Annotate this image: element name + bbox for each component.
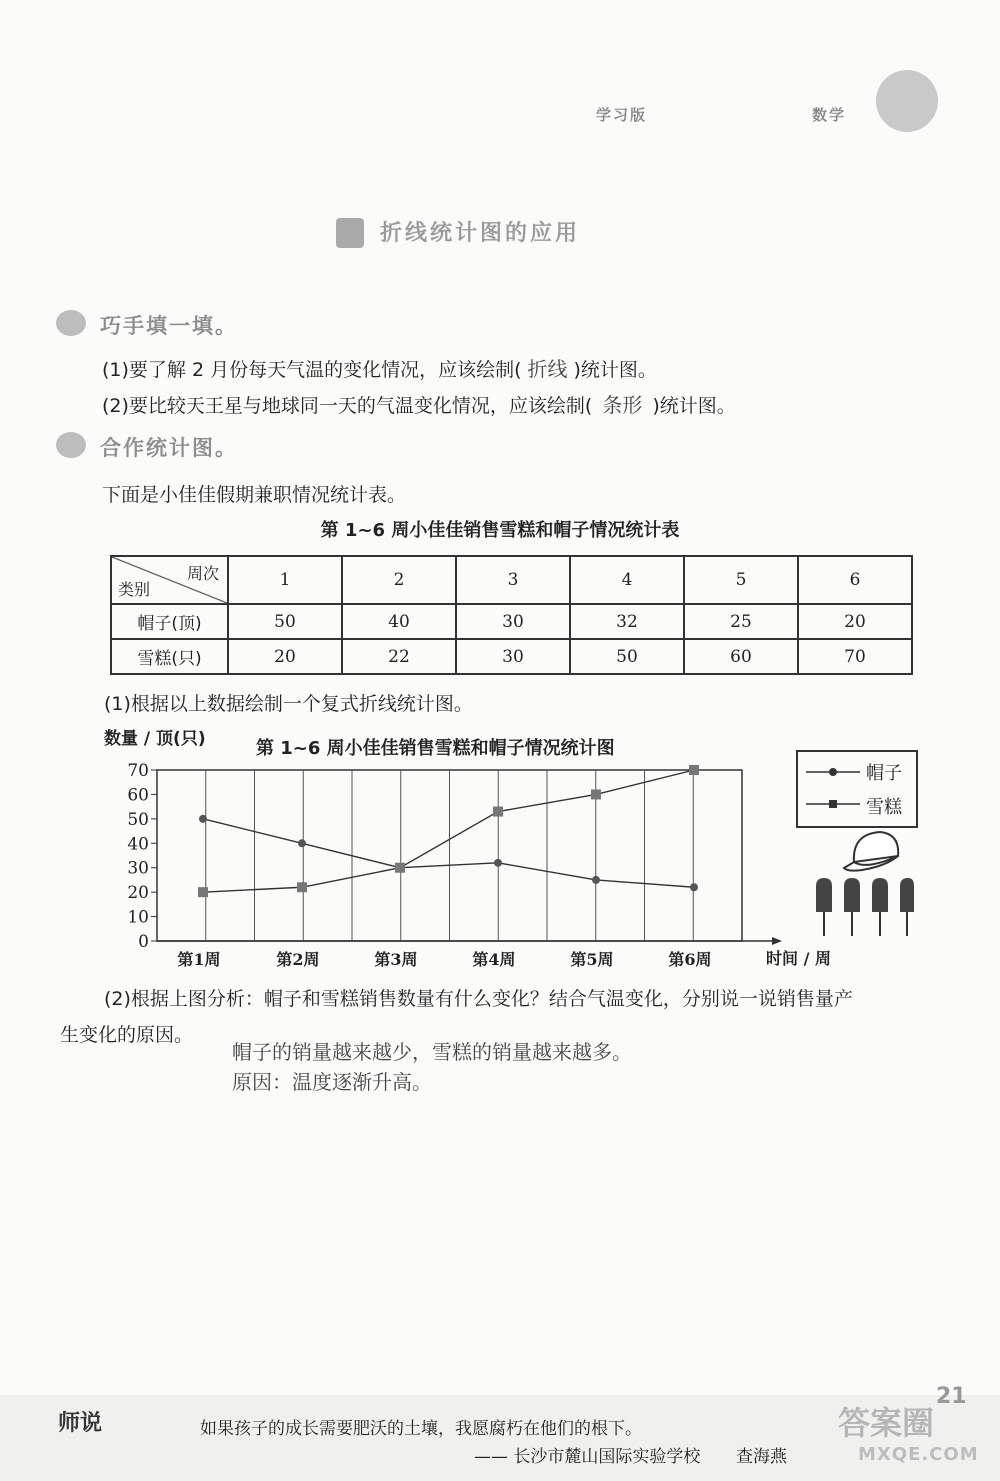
- table-cell: 70: [798, 639, 912, 674]
- hat-and-icecream-illustration: [806, 826, 916, 942]
- y-tick-label: 30: [127, 858, 149, 879]
- answer-line1: 帽子的销量越来越少，雪糕的销量越来越多。: [232, 1040, 632, 1064]
- series-line-icecream: [203, 770, 694, 892]
- table-row: [111, 639, 912, 674]
- icecream-icons: [816, 878, 914, 936]
- table-cell: 32: [570, 604, 684, 639]
- week-header: 6: [798, 556, 912, 604]
- x-tick-label: 第1周: [177, 950, 221, 969]
- cap-icon: [844, 832, 898, 871]
- chart-ylabel: 数量 / 顶(只): [104, 729, 206, 749]
- x-axis-arrow: [772, 937, 782, 945]
- q2-answer: 条形: [602, 393, 643, 417]
- q1-answer: 折线: [527, 357, 568, 381]
- table-cell: 50: [228, 604, 342, 639]
- x-tick-label: 第5周: [570, 950, 614, 969]
- row-label: 雪糕(只): [111, 639, 228, 674]
- data-point-icecream: [198, 887, 208, 897]
- corner-category-label: 类别: [118, 580, 151, 599]
- legend-circle-marker: [829, 768, 837, 776]
- table-cell: 60: [684, 639, 798, 674]
- row-label: 帽子(顶): [111, 604, 228, 639]
- subject-tag: 数学: [812, 106, 847, 124]
- y-tick-label: 10: [127, 907, 149, 928]
- table-cell: 25: [684, 604, 798, 639]
- chart-xlabel: 时间 / 周: [766, 949, 831, 968]
- data-point-hat: [690, 883, 698, 891]
- y-tick-label: 70: [127, 761, 149, 781]
- watermark-url: MXQE.COM: [858, 1444, 979, 1465]
- week-header: 2: [342, 556, 456, 604]
- question-1-1: [102, 353, 657, 382]
- question-2-1: (1)根据以上数据绘制一个复式折线统计图。: [104, 693, 473, 715]
- footer-attribution: —— 长沙市麓山国际实验学校: [474, 1447, 701, 1467]
- section1-title: 巧手填一填。: [100, 314, 238, 338]
- data-point-icecream: [395, 863, 405, 873]
- table-cell: 20: [798, 604, 912, 639]
- week-header: 3: [456, 556, 570, 604]
- table-header-row: [111, 556, 912, 604]
- question-2-2-line1: (2)根据上图分析：帽子和雪糕销售数量有什么变化？结合气温变化，分别说一说销售量产: [104, 988, 853, 1010]
- table-cell: 40: [342, 604, 456, 639]
- question-2-2-line2: 生变化的原因。: [60, 1024, 194, 1046]
- chart-legend: [796, 750, 918, 828]
- chart-title: 第 1~6 周小佳佳销售雪糕和帽子情况统计图: [256, 738, 615, 759]
- x-tick-label: 第3周: [374, 950, 418, 969]
- data-point-icecream: [689, 765, 699, 775]
- week-header: 4: [570, 556, 684, 604]
- table-row: [111, 604, 912, 639]
- footer-author: 查海燕: [736, 1447, 787, 1467]
- y-tick-label: 20: [127, 883, 149, 904]
- pencil-bullet-icon: [56, 432, 86, 458]
- table-cell: 50: [570, 639, 684, 674]
- data-point-hat: [494, 859, 502, 867]
- y-tick-label: 60: [127, 785, 149, 806]
- book-icon: [336, 218, 364, 248]
- y-tick-label: 50: [127, 809, 149, 830]
- data-point-icecream: [493, 807, 503, 817]
- y-tick-label: 40: [127, 834, 149, 855]
- legend-label-icecream: 雪糕: [866, 797, 902, 818]
- y-tick-label: 0: [138, 932, 149, 952]
- week-header: 1: [228, 556, 342, 604]
- corner-week-label: 周次: [186, 564, 219, 583]
- legend-square-marker: [829, 800, 837, 808]
- data-point-hat: [199, 815, 207, 823]
- series-line-hat: [203, 819, 694, 887]
- x-tick-label: 第4周: [472, 950, 516, 969]
- data-point-hat: [592, 876, 600, 884]
- q2-prefix: (2)要比较天王星与地球同一天的气温变化情况，应该绘制(: [102, 395, 593, 417]
- section2-title: 合作统计图。: [100, 436, 238, 460]
- lesson-title: 折线统计图的应用: [380, 221, 581, 246]
- watermark-logo: 答案圈: [838, 1404, 935, 1442]
- table-title: 第 1~6 周小佳佳销售雪糕和帽子情况统计表: [320, 520, 680, 541]
- q1-prefix: (1)要了解 2 月份每天气温的变化情况，应该绘制(: [102, 359, 522, 381]
- footer-quote: 如果孩子的成长需要肥沃的土壤，我愿腐朽在他们的根下。: [200, 1419, 642, 1439]
- girl-mascot-icon: [876, 70, 938, 132]
- table-cell: 30: [456, 604, 570, 639]
- table-corner-cell: [111, 556, 228, 604]
- table-cell: 20: [228, 639, 342, 674]
- data-point-hat: [298, 839, 306, 847]
- table-cell: 30: [456, 639, 570, 674]
- data-point-icecream: [297, 882, 307, 892]
- page-number: 21: [936, 1384, 967, 1409]
- legend-label-hat: 帽子: [866, 763, 902, 784]
- answer-line2: 原因：温度逐渐升高。: [232, 1070, 432, 1094]
- q2-suffix: )统计图。: [652, 395, 736, 417]
- x-tick-label: 第2周: [276, 950, 320, 969]
- pen-bullet-icon: [56, 310, 86, 336]
- x-tick-label: 第6周: [668, 950, 712, 969]
- intro-text: 下面是小佳佳假期兼职情况统计表。: [102, 484, 407, 506]
- q1-suffix: )统计图。: [573, 359, 657, 381]
- legend-markers: [806, 762, 862, 816]
- question-1-2: [102, 389, 736, 418]
- footer-label: 师说: [58, 1411, 103, 1436]
- week-header: 5: [684, 556, 798, 604]
- stats-table: [110, 555, 913, 675]
- table-cell: 22: [342, 639, 456, 674]
- edition-tag: 学习版: [596, 106, 648, 124]
- data-point-icecream: [591, 789, 601, 799]
